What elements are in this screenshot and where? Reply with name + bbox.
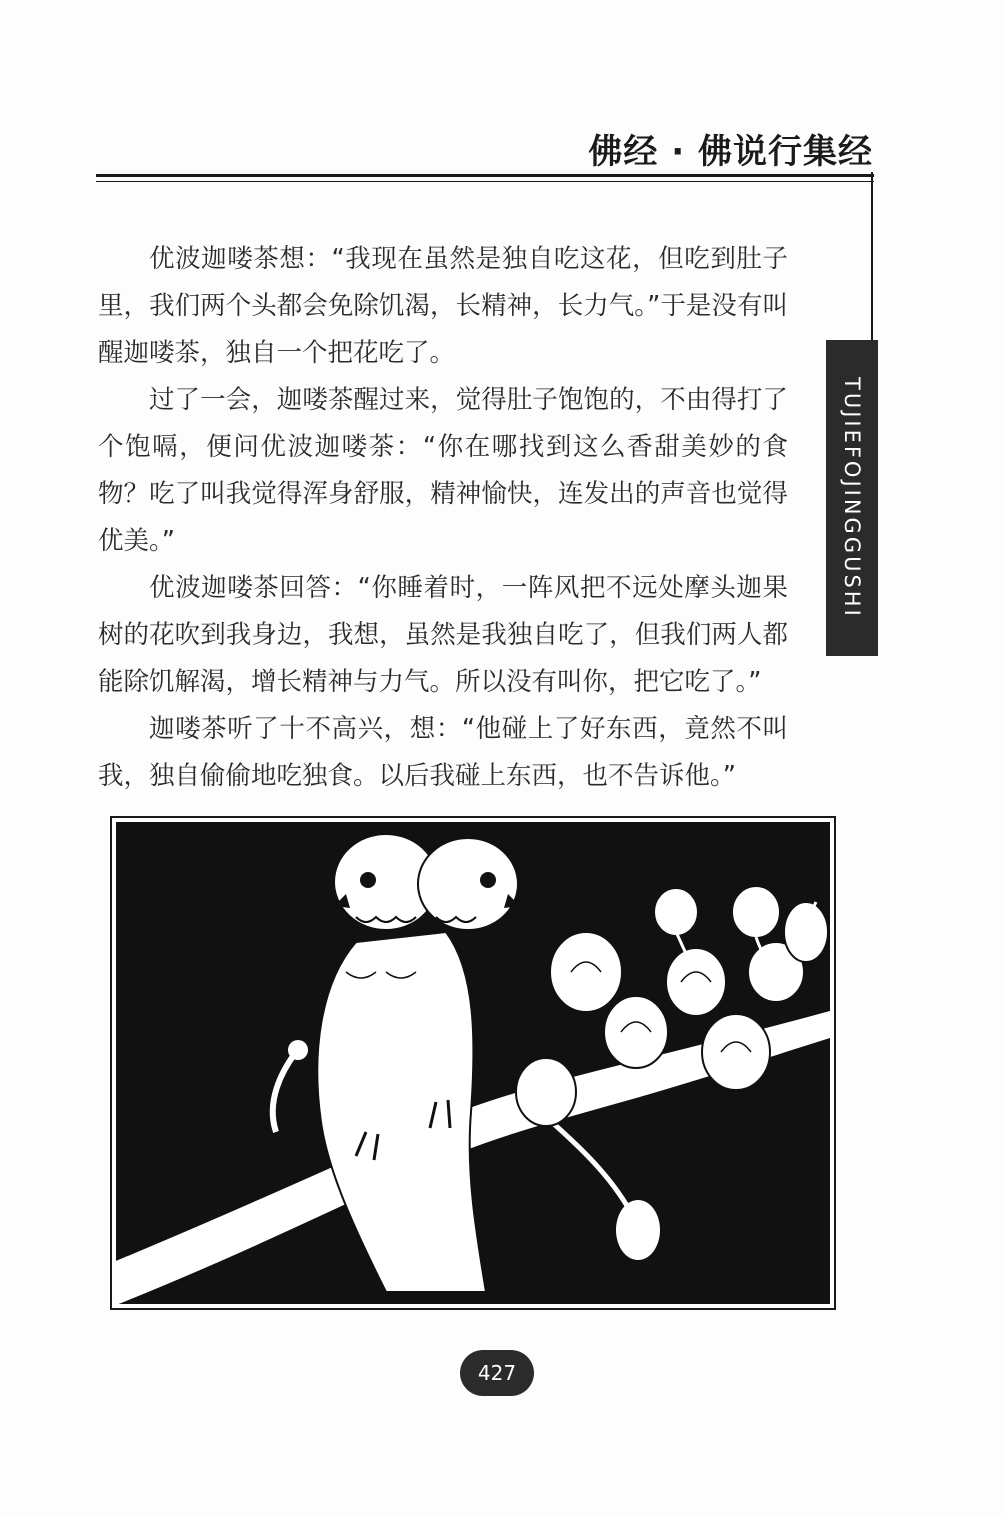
paragraph: 迦喽茶听了十不高兴，想：“他碰上了好东西，竟然不叫我，独自偷偷地吃独食。以后我碰上东西，也不告诉他。”	[98, 714, 788, 791]
chapter-title: 佛经 · 佛说行集经	[588, 132, 873, 172]
header-rule	[96, 174, 874, 177]
side-tab	[826, 340, 878, 656]
header-rule-vertical	[871, 172, 873, 340]
illustration	[110, 816, 836, 1310]
side-tab-label: TUJIEFOJINGGUSHI	[840, 377, 864, 619]
page-number: 427	[460, 1350, 534, 1396]
body-text	[98, 236, 788, 800]
paragraph: 过了一会，迦喽茶醒过来，觉得肚子饱饱的，不由得打了个饱嗝，便问优波迦喽茶：“你在哪找到这么香甜美妙的食物？吃了叫我觉得浑身舒服，精神愉快，连发出的声音也觉得优美。”	[98, 385, 788, 556]
paragraph: 优波迦喽茶回答：“你睡着时，一阵风把不远处摩头迦果树的花吹到我身边，我想，虽然是我独自吃了，但我们两人都能除饥解渴，增长精神与力气。所以没有叫你，把它吃了。”	[98, 573, 788, 697]
header-rule-thin	[96, 181, 874, 182]
bird-illustration-icon	[116, 822, 830, 1304]
paragraph: 优波迦喽茶想：“我现在虽然是独自吃这花，但吃到肚子里，我们两个头都会免除饥渴，长精神，长力气。”于是没有叫醒迦喽茶，独自一个把花吃了。	[98, 244, 788, 368]
